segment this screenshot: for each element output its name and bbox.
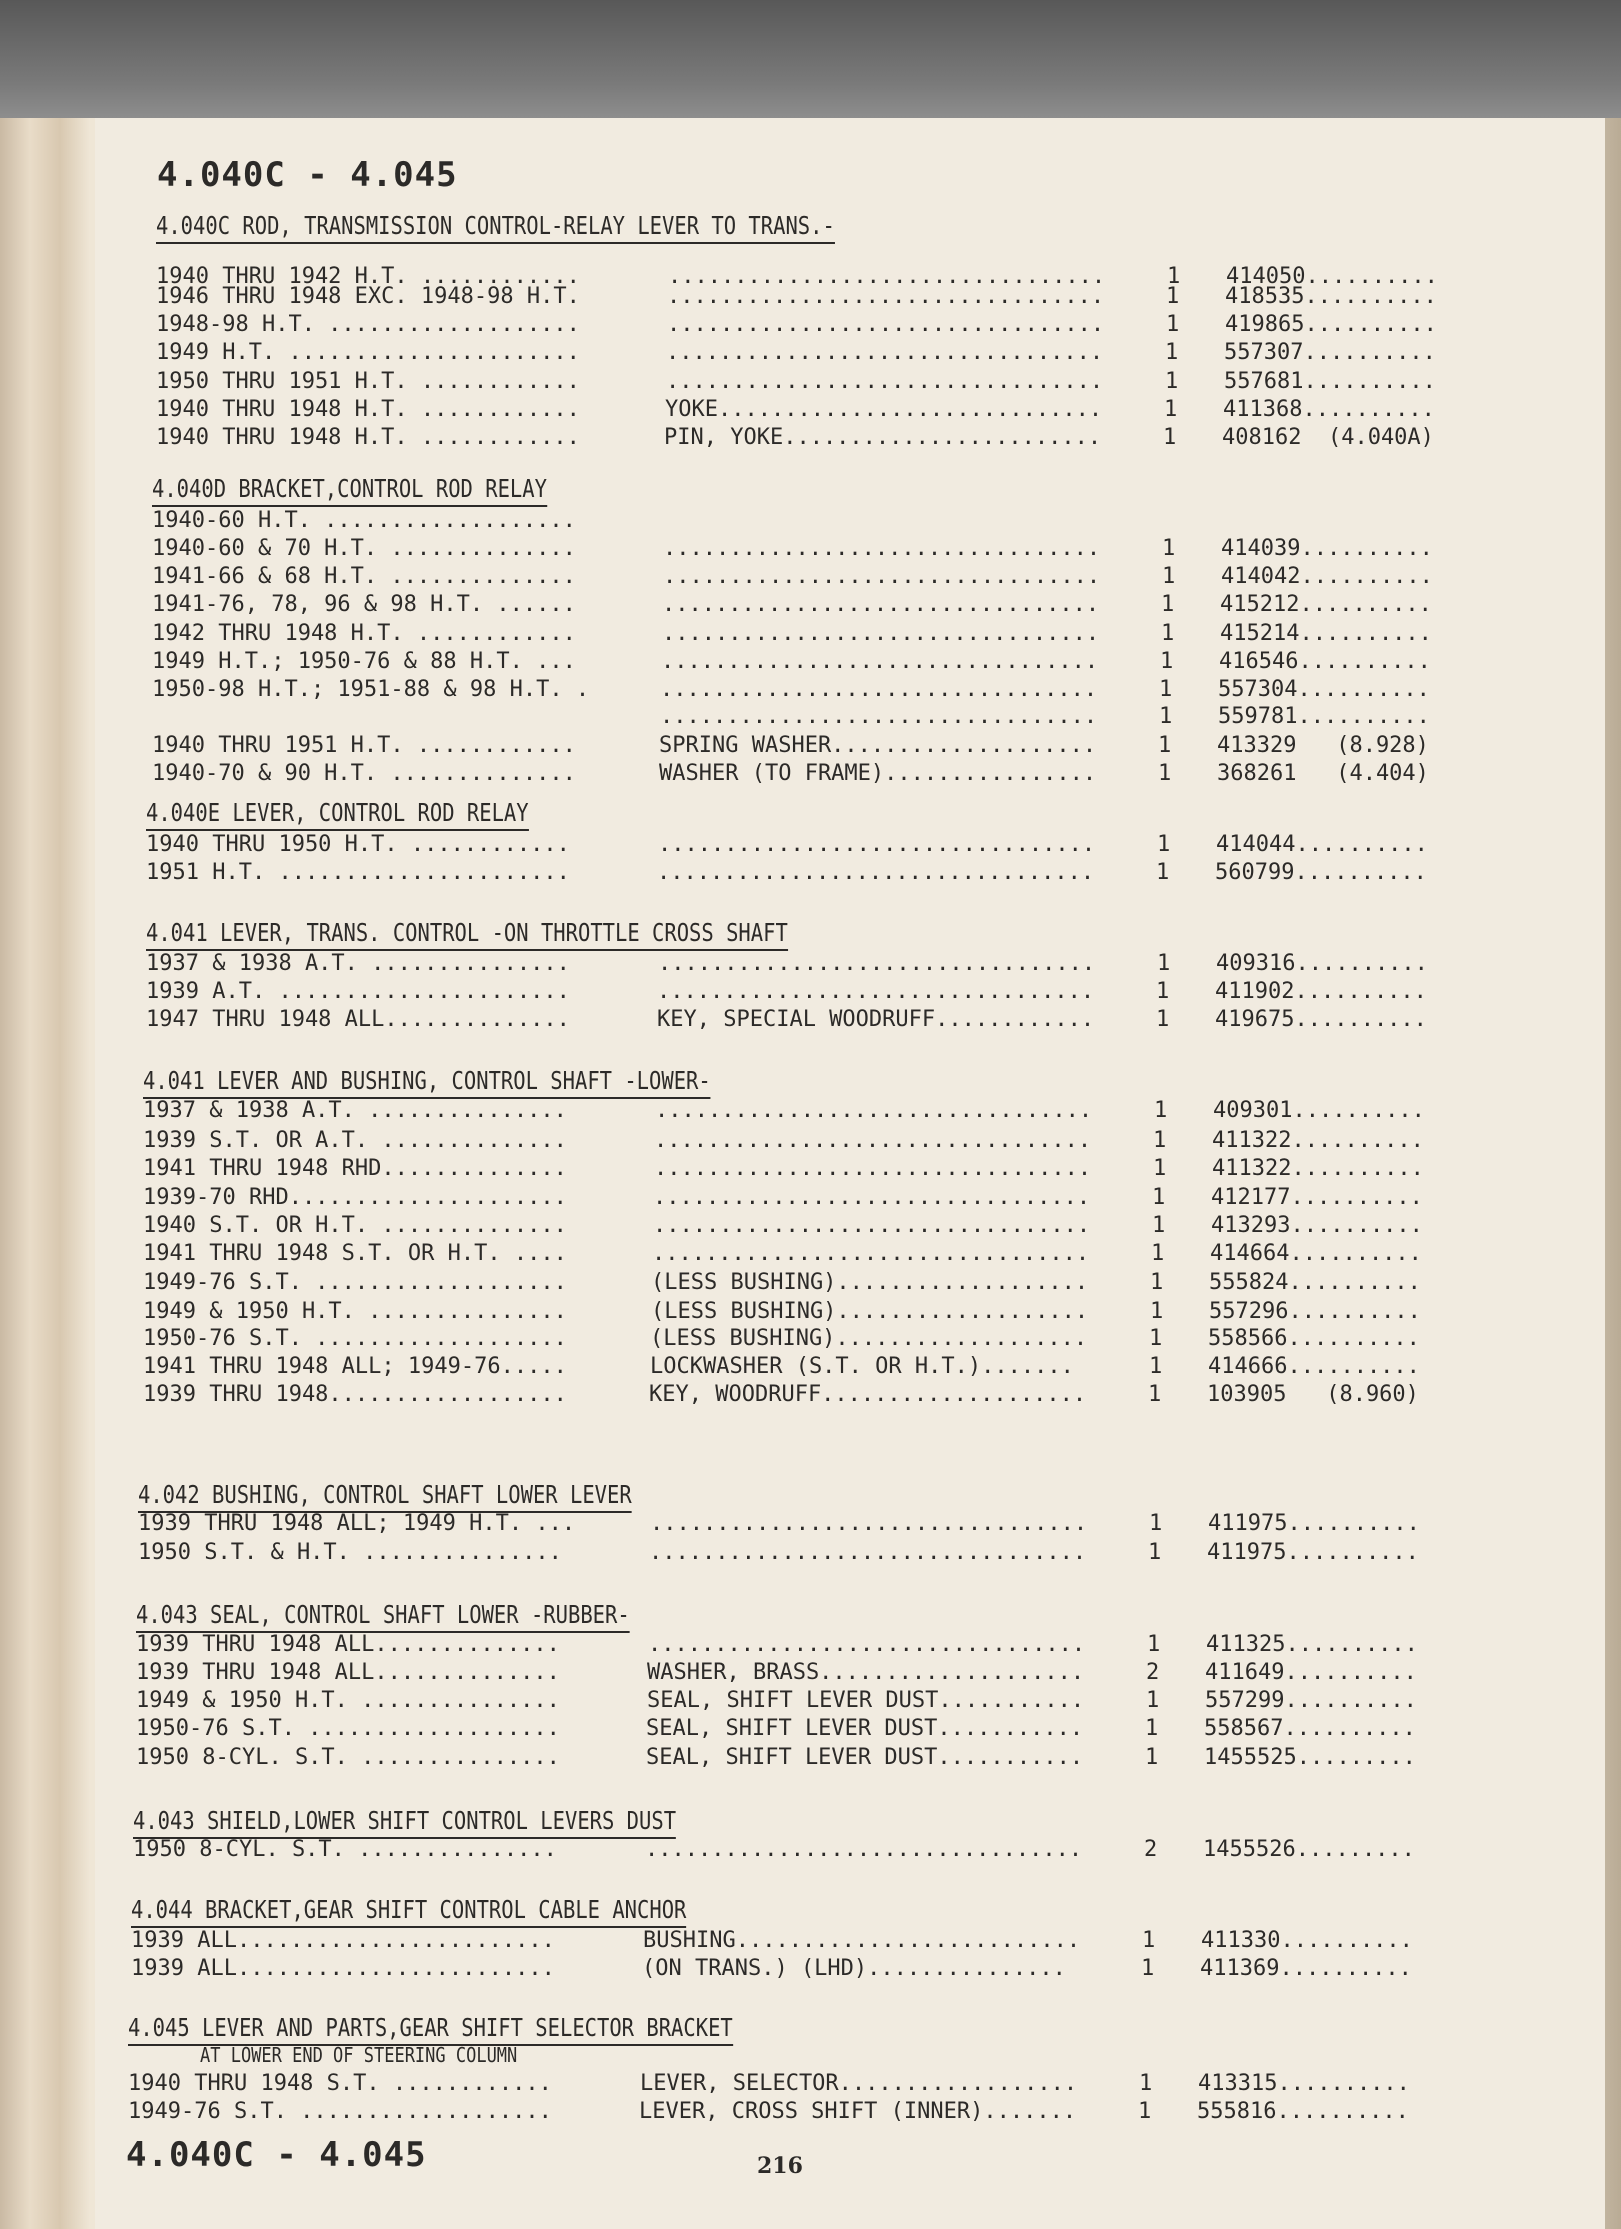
row-description: KEY, WOODRUFF.................... xyxy=(649,1382,1087,1407)
row-part-number: 557299.......... xyxy=(1205,1688,1417,1713)
row-description: ................................. xyxy=(668,264,1106,289)
row-quantity: 1 xyxy=(1145,1745,1159,1770)
row-application: 1939 A.T. ...................... xyxy=(146,979,570,1004)
row-part-number: 560799.......... xyxy=(1215,860,1427,885)
row-part-number: 414050.......... xyxy=(1226,264,1438,289)
row-application: 1939 THRU 1948.................. xyxy=(143,1382,567,1407)
row-quantity: 1 xyxy=(1162,536,1176,561)
row-description: LOCKWASHER (S.T. OR H.T.)....... xyxy=(650,1354,1074,1379)
section-subtitle: AT LOWER END OF STEERING COLUMN xyxy=(200,2043,518,2067)
row-part-number: 555816.......... xyxy=(1197,2099,1409,2124)
row-description: ................................. xyxy=(662,621,1100,646)
row-description: SPRING WASHER.................... xyxy=(659,733,1097,758)
row-part-number: 419865.......... xyxy=(1225,312,1437,337)
row-application: 1940 THRU 1942 H.T. ............ xyxy=(156,264,580,289)
row-application: 1950 THRU 1951 H.T. ............ xyxy=(156,369,580,394)
row-application: 1949 H.T.; 1950-76 & 88 H.T. ... xyxy=(152,649,576,674)
row-part-number: 558567.......... xyxy=(1204,1716,1416,1741)
row-quantity: 1 xyxy=(1163,425,1177,450)
section-heading: 4.045 LEVER AND PARTS,GEAR SHIFT SELECTOR BRACKET xyxy=(128,2013,733,2046)
row-description: (LESS BUSHING)................... xyxy=(651,1299,1089,1324)
section-heading: 4.043 SHIELD,LOWER SHIFT CONTROL LEVERS DUST xyxy=(133,1806,676,1839)
row-application: 1949-76 S.T. ................... xyxy=(143,1270,567,1295)
row-part-number: 411322.......... xyxy=(1212,1128,1424,1153)
row-quantity: 1 xyxy=(1156,860,1170,885)
row-application: 1941 THRU 1948 ALL; 1949-76..... xyxy=(143,1354,567,1379)
row-description: YOKE............................. xyxy=(665,397,1103,422)
row-quantity: 1 xyxy=(1147,1632,1161,1657)
row-application: 1941-66 & 68 H.T. .............. xyxy=(152,564,576,589)
row-description: KEY, SPECIAL WOODRUFF............ xyxy=(657,1007,1095,1032)
row-part-number: 557304.......... xyxy=(1218,677,1430,702)
row-quantity: 1 xyxy=(1160,649,1174,674)
row-part-number: 368261 (4.404) xyxy=(1217,761,1429,786)
row-description: ................................. xyxy=(655,1098,1093,1123)
row-part-number: 1455526......... xyxy=(1203,1837,1415,1862)
row-application: 1940-60 H.T. ................... xyxy=(152,508,576,533)
row-quantity: 1 xyxy=(1167,264,1181,289)
row-part-number: 414664.......... xyxy=(1210,1241,1422,1266)
row-description: ................................. xyxy=(658,951,1096,976)
row-application: 1948-98 H.T. ................... xyxy=(156,312,580,337)
row-quantity: 1 xyxy=(1149,1354,1163,1379)
row-part-number: 1455525......... xyxy=(1204,1745,1416,1770)
row-application: 1942 THRU 1948 H.T. ............ xyxy=(152,621,576,646)
row-application: 1950-76 S.T. ................... xyxy=(136,1716,560,1741)
row-quantity: 1 xyxy=(1152,1185,1166,1210)
row-quantity: 1 xyxy=(1145,1716,1159,1741)
row-part-number: 411368.......... xyxy=(1223,397,1435,422)
row-description: LEVER, CROSS SHIFT (INNER)....... xyxy=(639,2099,1077,2124)
row-quantity: 1 xyxy=(1159,704,1173,729)
row-part-number: 411649.......... xyxy=(1205,1660,1417,1685)
row-part-number: 555824.......... xyxy=(1209,1270,1421,1295)
row-description: ................................. xyxy=(654,1156,1092,1181)
row-quantity: 1 xyxy=(1148,1540,1162,1565)
row-part-number: 419675.......... xyxy=(1215,1007,1427,1032)
row-quantity: 1 xyxy=(1150,1299,1164,1324)
row-part-number: 415212.......... xyxy=(1220,592,1432,617)
row-description: ................................. xyxy=(660,677,1098,702)
row-part-number: 414666.......... xyxy=(1208,1354,1420,1379)
row-part-number: 103905 (8.960) xyxy=(1207,1382,1419,1407)
row-application: 1950 8-CYL. S.T. ............... xyxy=(133,1837,557,1862)
row-quantity: 1 xyxy=(1162,564,1176,589)
row-application: 1941 THRU 1948 RHD.............. xyxy=(143,1156,567,1181)
row-application: 1949-76 S.T. ................... xyxy=(128,2099,552,2124)
row-part-number: 415214.......... xyxy=(1220,621,1432,646)
row-application: 1937 & 1938 A.T. ............... xyxy=(146,951,570,976)
row-part-number: 408162 (4.040A) xyxy=(1222,425,1434,450)
row-quantity: 1 xyxy=(1166,284,1180,309)
row-part-number: 411902.......... xyxy=(1215,979,1427,1004)
section-heading: 4.041 LEVER, TRANS. CONTROL -ON THROTTLE CROSS SHAFT xyxy=(146,918,788,951)
row-quantity: 1 xyxy=(1146,1688,1160,1713)
row-quantity: 1 xyxy=(1149,1326,1163,1351)
row-quantity: 1 xyxy=(1158,761,1172,786)
row-application: 1941-76, 78, 96 & 98 H.T. ...... xyxy=(152,592,576,617)
row-description: SEAL, SHIFT LEVER DUST........... xyxy=(646,1716,1084,1741)
row-application: 1939 S.T. OR A.T. .............. xyxy=(143,1128,567,1153)
row-quantity: 1 xyxy=(1166,312,1180,337)
row-part-number: 411325.......... xyxy=(1206,1632,1418,1657)
row-application: 1940 S.T. OR H.T. .............. xyxy=(143,1213,567,1238)
row-quantity: 1 xyxy=(1149,1511,1163,1536)
row-application: 1939 ALL........................ xyxy=(131,1928,555,1953)
row-quantity: 1 xyxy=(1159,677,1173,702)
row-application: 1949 & 1950 H.T. ............... xyxy=(143,1299,567,1324)
row-quantity: 1 xyxy=(1152,1213,1166,1238)
row-description: LEVER, SELECTOR.................. xyxy=(640,2071,1078,2096)
row-part-number: 414044.......... xyxy=(1216,832,1428,857)
row-application: 1939-70 RHD..................... xyxy=(143,1185,567,1210)
row-part-number: 557296.......... xyxy=(1209,1299,1421,1324)
row-part-number: 411369.......... xyxy=(1200,1956,1412,1981)
row-application: 1940 THRU 1948 H.T. ............ xyxy=(156,425,580,450)
row-application: 1940-60 & 70 H.T. .............. xyxy=(152,536,576,561)
row-application: 1940 THRU 1951 H.T. ............ xyxy=(152,733,576,758)
row-application: 1949 H.T. ...................... xyxy=(156,340,580,365)
row-application: 1939 THRU 1948 ALL; 1949 H.T. ... xyxy=(138,1511,576,1536)
row-part-number: 413329 (8.928) xyxy=(1217,733,1429,758)
row-quantity: 1 xyxy=(1151,1241,1165,1266)
row-quantity: 1 xyxy=(1157,951,1171,976)
row-quantity: 1 xyxy=(1157,832,1171,857)
row-part-number: 414042.......... xyxy=(1221,564,1433,589)
row-application: 1951 H.T. ...................... xyxy=(146,860,570,885)
row-quantity: 1 xyxy=(1164,397,1178,422)
section-heading: 4.040C ROD, TRANSMISSION CONTROL-RELAY LEVER TO TRANS.- xyxy=(156,211,835,244)
row-description: (LESS BUSHING)................... xyxy=(650,1326,1088,1351)
row-application: 1946 THRU 1948 EXC. 1948-98 H.T. xyxy=(156,284,580,309)
row-part-number: 413315.......... xyxy=(1198,2071,1410,2096)
row-description: ................................. xyxy=(649,1540,1087,1565)
row-application: 1950-76 S.T. ................... xyxy=(143,1326,567,1351)
row-quantity: 1 xyxy=(1153,1156,1167,1181)
row-quantity: 1 xyxy=(1156,1007,1170,1032)
row-quantity: 1 xyxy=(1138,2099,1152,2124)
row-description: ................................. xyxy=(661,649,1099,674)
row-description: WASHER, BRASS.................... xyxy=(647,1660,1085,1685)
row-quantity: 1 xyxy=(1139,2071,1153,2096)
row-description: ................................. xyxy=(653,1185,1091,1210)
row-part-number: 413293.......... xyxy=(1211,1213,1423,1238)
row-description: ................................. xyxy=(658,832,1096,857)
row-part-number: 411975.......... xyxy=(1207,1540,1419,1565)
row-description: (LESS BUSHING)................... xyxy=(651,1270,1089,1295)
row-application: 1939 THRU 1948 ALL.............. xyxy=(136,1660,560,1685)
row-description: (ON TRANS.) (LHD)............... xyxy=(642,1956,1066,1981)
row-part-number: 409301.......... xyxy=(1213,1098,1425,1123)
row-application: 1950 8-CYL. S.T. ............... xyxy=(136,1745,560,1770)
row-description: ................................. xyxy=(654,1128,1092,1153)
row-part-number: 418535.......... xyxy=(1225,284,1437,309)
row-application: 1950-98 H.T.; 1951-88 & 98 H.T. . xyxy=(152,677,590,702)
row-quantity: 2 xyxy=(1144,1837,1158,1862)
row-description: ................................. xyxy=(650,1511,1088,1536)
row-application: 1949 & 1950 H.T. ............... xyxy=(136,1688,560,1713)
row-application: 1940 THRU 1950 H.T. ............ xyxy=(146,832,570,857)
row-description: BUSHING.......................... xyxy=(643,1928,1081,1953)
row-description: SEAL, SHIFT LEVER DUST........... xyxy=(646,1745,1084,1770)
row-quantity: 1 xyxy=(1141,1956,1155,1981)
row-description: ................................. xyxy=(660,704,1098,729)
row-quantity: 1 xyxy=(1161,621,1175,646)
row-quantity: 1 xyxy=(1150,1270,1164,1295)
row-quantity: 1 xyxy=(1148,1382,1162,1407)
row-description: ................................. xyxy=(663,536,1101,561)
footer-title: 4.040C - 4.045 xyxy=(126,2135,427,2175)
row-description: ................................. xyxy=(657,860,1095,885)
section-heading: 4.041 LEVER AND BUSHING, CONTROL SHAFT -LOWER- xyxy=(143,1066,711,1099)
section-heading: 4.042 BUSHING, CONTROL SHAFT LOWER LEVER xyxy=(138,1480,632,1513)
row-quantity: 1 xyxy=(1142,1928,1156,1953)
row-part-number: 414039.......... xyxy=(1221,536,1433,561)
row-quantity: 1 xyxy=(1165,369,1179,394)
row-description: ................................. xyxy=(657,979,1095,1004)
row-quantity: 1 xyxy=(1156,979,1170,1004)
row-description: SEAL, SHIFT LEVER DUST........... xyxy=(647,1688,1085,1713)
row-description: ................................. xyxy=(667,312,1105,337)
row-description: ................................. xyxy=(666,340,1104,365)
row-application: 1941 THRU 1948 S.T. OR H.T. .... xyxy=(143,1241,567,1266)
row-application: 1950 S.T. & H.T. ............... xyxy=(138,1540,562,1565)
row-part-number: 557307.......... xyxy=(1224,340,1436,365)
row-quantity: 1 xyxy=(1165,340,1179,365)
row-part-number: 416546.......... xyxy=(1219,649,1431,674)
row-application: 1939 THRU 1948 ALL.............. xyxy=(136,1632,560,1657)
row-description: ................................. xyxy=(645,1837,1083,1862)
row-part-number: 411975.......... xyxy=(1208,1511,1420,1536)
section-heading: 4.044 BRACKET,GEAR SHIFT CONTROL CABLE ANCHOR xyxy=(131,1895,686,1928)
row-application: 1947 THRU 1948 ALL.............. xyxy=(146,1007,570,1032)
section-heading: 4.043 SEAL, CONTROL SHAFT LOWER -RUBBER- xyxy=(136,1600,630,1633)
row-part-number: 558566.......... xyxy=(1208,1326,1420,1351)
row-description: ................................. xyxy=(663,564,1101,589)
row-application: 1940 THRU 1948 H.T. ............ xyxy=(156,397,580,422)
row-application: 1939 ALL........................ xyxy=(131,1956,555,1981)
header-title: 4.040C - 4.045 xyxy=(157,155,458,195)
row-part-number: 412177.......... xyxy=(1211,1185,1423,1210)
row-part-number: 557681.......... xyxy=(1224,369,1436,394)
row-description: ................................. xyxy=(667,284,1105,309)
row-application: 1940-70 & 90 H.T. .............. xyxy=(152,761,576,786)
row-part-number: 559781.......... xyxy=(1218,704,1430,729)
row-description: WASHER (TO FRAME)................ xyxy=(659,761,1097,786)
row-quantity: 1 xyxy=(1154,1098,1168,1123)
row-description: ................................. xyxy=(666,369,1104,394)
row-quantity: 1 xyxy=(1153,1128,1167,1153)
row-part-number: 411330.......... xyxy=(1201,1928,1413,1953)
row-description: PIN, YOKE........................ xyxy=(664,425,1102,450)
row-description: ................................. xyxy=(652,1241,1090,1266)
page-number: 216 xyxy=(757,2153,803,2179)
row-application: 1937 & 1938 A.T. ............... xyxy=(143,1098,567,1123)
row-quantity: 2 xyxy=(1146,1660,1160,1685)
row-part-number: 409316.......... xyxy=(1216,951,1428,976)
row-quantity: 1 xyxy=(1158,733,1172,758)
row-part-number: 411322.......... xyxy=(1212,1156,1424,1181)
row-description: ................................. xyxy=(653,1213,1091,1238)
row-application: 1940 THRU 1948 S.T. ............ xyxy=(128,2071,552,2096)
section-heading: 4.040E LEVER, CONTROL ROD RELAY xyxy=(146,798,529,831)
row-quantity: 1 xyxy=(1161,592,1175,617)
row-description: ................................. xyxy=(662,592,1100,617)
row-description: ................................. xyxy=(648,1632,1086,1657)
section-heading: 4.040D BRACKET,CONTROL ROD RELAY xyxy=(152,474,547,507)
